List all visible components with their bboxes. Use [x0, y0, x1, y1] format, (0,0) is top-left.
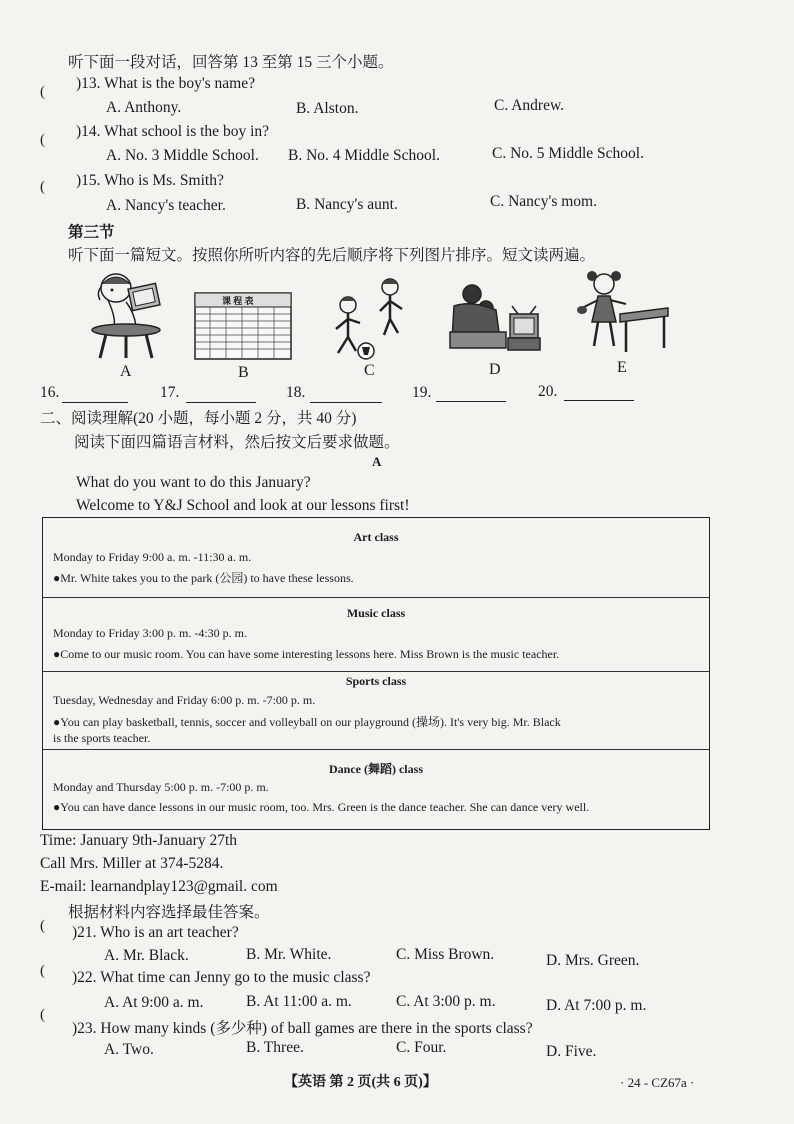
music-class-desc: ●Come to our music room. You can have some interesting lessons here. Miss Brown is the music teacher. [53, 647, 560, 661]
intro-line-1: What do you want to do this January? [76, 474, 311, 491]
picture-label-d: D [489, 361, 501, 378]
sports-class-section [43, 672, 709, 750]
girl-computer-picture [86, 268, 176, 360]
question-21: )21. Who is an art teacher? [72, 924, 239, 941]
sports-class-title: Sports class [345, 674, 407, 688]
option: B. No. 4 Middle School. [288, 147, 440, 164]
boys-soccer-picture [324, 275, 420, 363]
sports-class-desc-cont: is the sports teacher. [53, 731, 151, 745]
answer-blank-19[interactable] [436, 401, 506, 402]
option: B. Mr. White. [246, 946, 332, 963]
option: A. Anthony. [106, 99, 182, 116]
option: C. At 3:00 p. m. [396, 993, 496, 1010]
option: B. At 11:00 a. m. [246, 993, 352, 1010]
option: C. Miss Brown. [396, 946, 495, 963]
time-line: Time: January 9th-January 27th [40, 832, 238, 849]
option: A. Mr. Black. [104, 947, 189, 964]
picture-label-c: C [364, 362, 375, 379]
answer-paren: ( [40, 179, 45, 195]
answer-paren: ( [40, 918, 45, 934]
listening-instruction: 听下面一段对话，回答第 13 至第 15 三个小题。 [68, 54, 394, 71]
blank-19-label: 19. [412, 384, 432, 401]
answer-blank-20[interactable] [564, 400, 634, 401]
answer-paren: ( [40, 963, 45, 979]
question-15: )15. Who is Ms. Smith? [76, 172, 224, 189]
art-class-desc: ●Mr. White takes you to the park (公园) to have these lessons. [53, 571, 354, 585]
sports-class-desc: ●You can play basketball, tennis, soccer and volleyball on our playground (操场). It's very big. Mr. Black [53, 715, 561, 729]
call-line: Call Mrs. Miller at 374-5284. [40, 855, 224, 872]
answer-blank-18[interactable] [310, 402, 382, 403]
blank-18-label: 18. [286, 384, 306, 401]
blank-20-label: 20. [538, 383, 558, 400]
music-class-title: Music class [346, 606, 406, 620]
question-22: )22. What time can Jenny go to the music class? [72, 969, 371, 986]
art-class-section [43, 518, 709, 598]
option: A. At 9:00 a. m. [104, 994, 204, 1011]
question-23: )23. How many kinds (多少种) of ball games are there in the sports class? [72, 1020, 533, 1037]
email-line: E-mail: learnandplay123@gmail. com [40, 878, 278, 895]
option: A. Two. [104, 1041, 154, 1058]
footer-code: · 24 - CZ67a · [620, 1075, 695, 1090]
family-tv-picture [446, 280, 542, 352]
option: B. Alston. [296, 100, 359, 117]
reading-section-title: 二、阅读理解(20 小题，每小题 2 分，共 40 分) [40, 410, 357, 427]
option: D. Five. [546, 1043, 597, 1060]
girl-table-tennis-picture [574, 268, 670, 356]
section3-title: 第三节 [68, 224, 115, 241]
art-class-time: Monday to Friday 9:00 a. m. -11:30 a. m. [53, 550, 252, 564]
art-class-title: Art class [353, 530, 399, 544]
dance-class-section [43, 750, 709, 830]
option: C. No. 5 Middle School. [492, 145, 644, 162]
option: B. Three. [246, 1039, 304, 1056]
choose-instruction: 根据材料内容选择最佳答案。 [68, 904, 270, 921]
question-13: )13. What is the boy's name? [76, 75, 255, 92]
footer-page-info: 【英语 第 2 页(共 6 页)】 [284, 1075, 437, 1090]
option: B. Nancy's aunt. [296, 196, 398, 213]
music-class-section [43, 598, 709, 672]
dance-class-time: Monday and Thursday 5:00 p. m. -7:00 p. m. [53, 780, 269, 794]
answer-blank-17[interactable] [186, 402, 256, 403]
dance-class-title: Dance (舞蹈) class [329, 762, 423, 776]
blank-16-label: 16. [40, 384, 60, 401]
class-schedule-table [42, 517, 710, 830]
picture-label-e: E [617, 359, 627, 376]
answer-paren: ( [40, 132, 45, 148]
dance-class-desc: ●You can have dance lessons in our music room, too. Mrs. Green is the dance teacher. She can dance very well. [53, 800, 590, 814]
sports-class-time: Tuesday, Wednesday and Friday 6:00 p. m. -7:00 p. m. [53, 693, 316, 707]
passage-label: A [372, 454, 382, 469]
answer-paren: ( [40, 1007, 45, 1023]
answer-blank-16[interactable] [62, 402, 128, 403]
option: C. Andrew. [494, 97, 565, 114]
music-class-time: Monday to Friday 3:00 p. m. -4:30 p. m. [53, 626, 247, 640]
answer-paren: ( [40, 84, 45, 100]
option: D. Mrs. Green. [546, 952, 640, 969]
option: A. Nancy's teacher. [106, 197, 226, 214]
intro-line-2: Welcome to Y&J School and look at our lessons first! [76, 497, 410, 514]
section3-instruction: 听下面一篇短文。按照你所听内容的先后顺序将下列图片排序。短文读两遍。 [68, 247, 596, 264]
reading-instruction: 阅读下面四篇语言材料，然后按文后要求做题。 [74, 434, 400, 451]
option: C. Four. [396, 1039, 447, 1056]
option: C. Nancy's mom. [490, 193, 597, 210]
option: D. At 7:00 p. m. [546, 997, 647, 1014]
picture-label-b: B [238, 364, 249, 381]
option: A. No. 3 Middle School. [106, 147, 259, 164]
question-14: )14. What school is the boy in? [76, 123, 270, 140]
timetable-heading: 课 程 表 [222, 296, 254, 306]
blank-17-label: 17. [160, 384, 180, 401]
picture-label-a: A [120, 363, 132, 380]
